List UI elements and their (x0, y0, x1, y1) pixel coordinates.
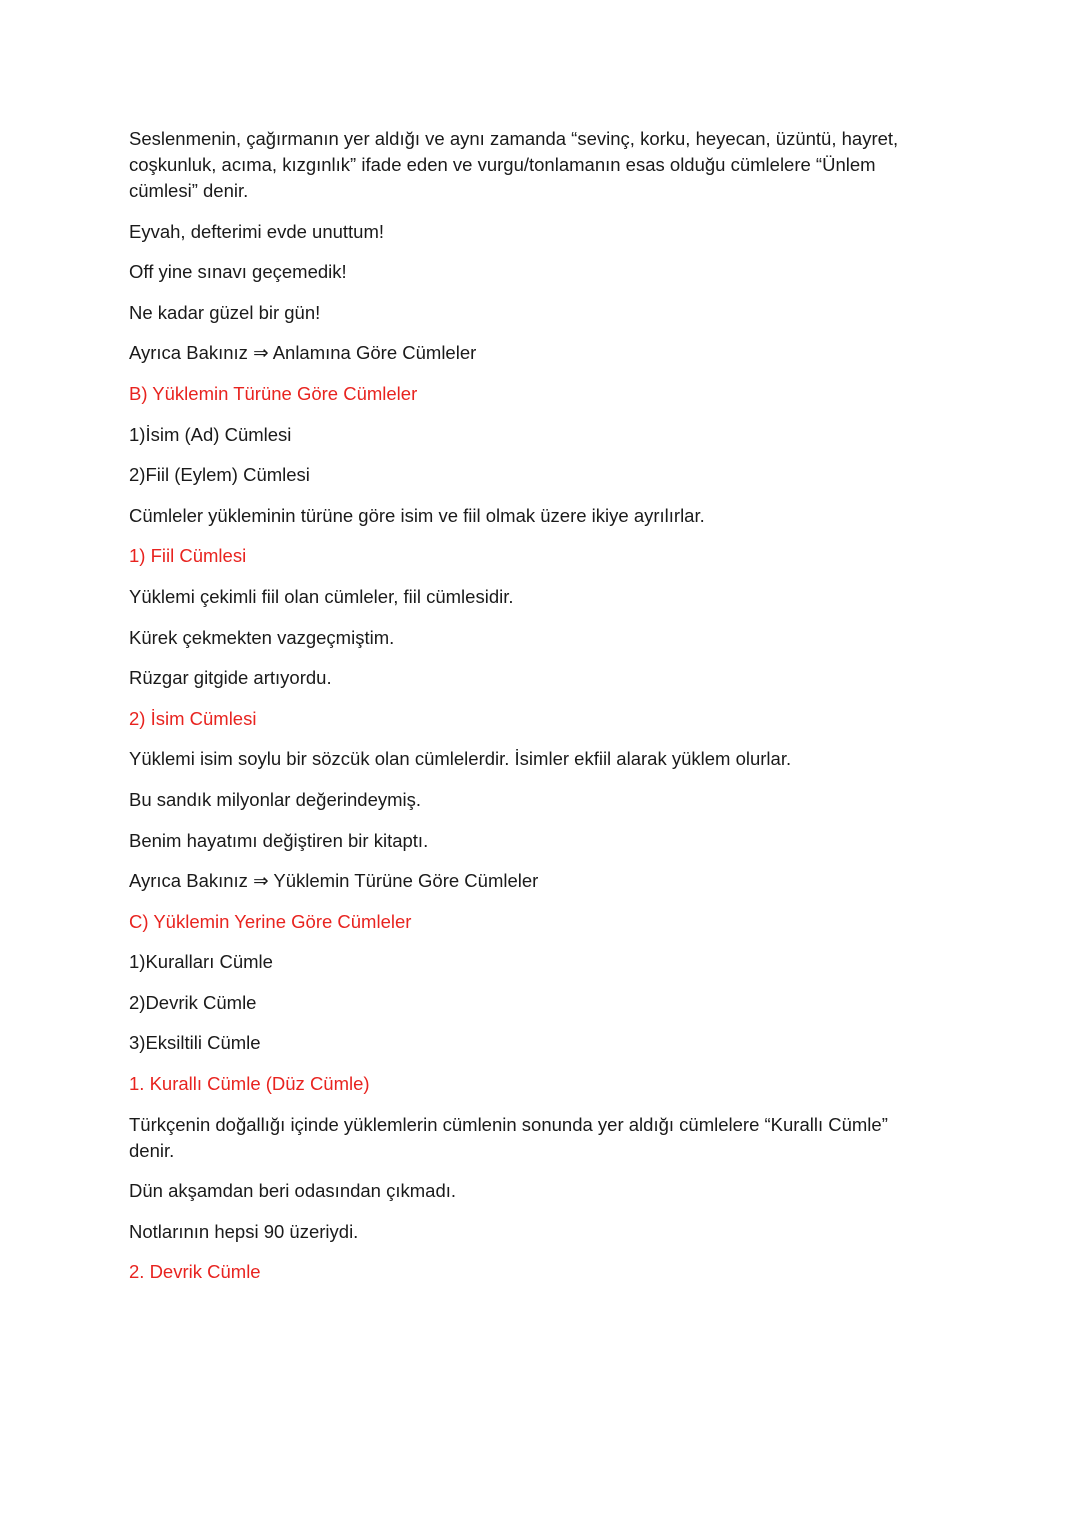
paragraph-example: Kürek çekmekten vazgeçmiştim. (129, 626, 395, 648)
list-item: 1)Kuralları Cümle (129, 951, 273, 973)
paragraph-body: Türkçenin doğallığı içinde yüklemlerin cümlenin sonunda yer aldığı cümlelere “Kurallı Cümle” denir. (129, 1113, 888, 1161)
section-heading: C) Yüklemin Yerine Göre Cümleler (129, 910, 412, 932)
paragraph-body: Yüklemi çekimli fiil olan cümleler, fiil cümlesidir. (129, 585, 514, 607)
list-item: 3)Eksiltili Cümle (129, 1032, 261, 1054)
paragraph-example: Dün akşamdan beri odasından çıkmadı. (129, 1180, 457, 1202)
list-item: 2)Devrik Cümle (129, 991, 257, 1013)
paragraph-body: Yüklemi isim soylu bir sözcük olan cümlelerdir. İsimler ekfiil alarak yüklem olurlar. (129, 748, 792, 770)
subsection-heading: 1) Fiil Cümlesi (129, 545, 247, 567)
see-also-link[interactable]: Ayrıca Bakınız ⇒ Anlamına Göre Cümleler (129, 342, 477, 364)
paragraph-example: Ne kadar güzel bir gün! (129, 301, 321, 323)
subsection-heading: 2. Devrik Cümle (129, 1261, 261, 1283)
section-heading: B) Yüklemin Türüne Göre Cümleler (129, 382, 418, 404)
paragraph-example: Off yine sınavı geçemedik! (129, 261, 347, 283)
paragraph-example: Bu sandık milyonlar değerindeymiş. (129, 788, 422, 810)
paragraph-body: Cümleler yükleminin türüne göre isim ve fiil olmak üzere ikiye ayrılırlar. (129, 504, 705, 526)
paragraph-unlem-definition: Seslenmenin, çağırmanın yer aldığı ve aynı zamanda “sevinç, korku, heyecan, üzüntü, hayret, coşkunluk, acıma, kızgınlık” ifade eden ve vurgu/tonlamanın esas olduğu cümlelere “Ünlem cümlesi” denir. (129, 128, 899, 201)
paragraph-example: Rüzgar gitgide artıyordu. (129, 667, 332, 689)
paragraph-example: Benim hayatımı değiştiren bir kitaptı. (129, 829, 429, 851)
see-also-link[interactable]: Ayrıca Bakınız ⇒ Yüklemin Türüne Göre Cümleler (129, 870, 539, 892)
subsection-heading: 1. Kurallı Cümle (Düz Cümle) (129, 1073, 370, 1095)
paragraph-example: Notlarının hepsi 90 üzeriydi. (129, 1220, 359, 1242)
subsection-heading: 2) İsim Cümlesi (129, 707, 257, 729)
paragraph-example: Eyvah, defterimi evde unuttum! (129, 220, 385, 242)
list-item: 1)İsim (Ad) Cümlesi (129, 423, 292, 445)
list-item: 2)Fiil (Eylem) Cümlesi (129, 464, 310, 486)
document-page (129, 126, 929, 1300)
